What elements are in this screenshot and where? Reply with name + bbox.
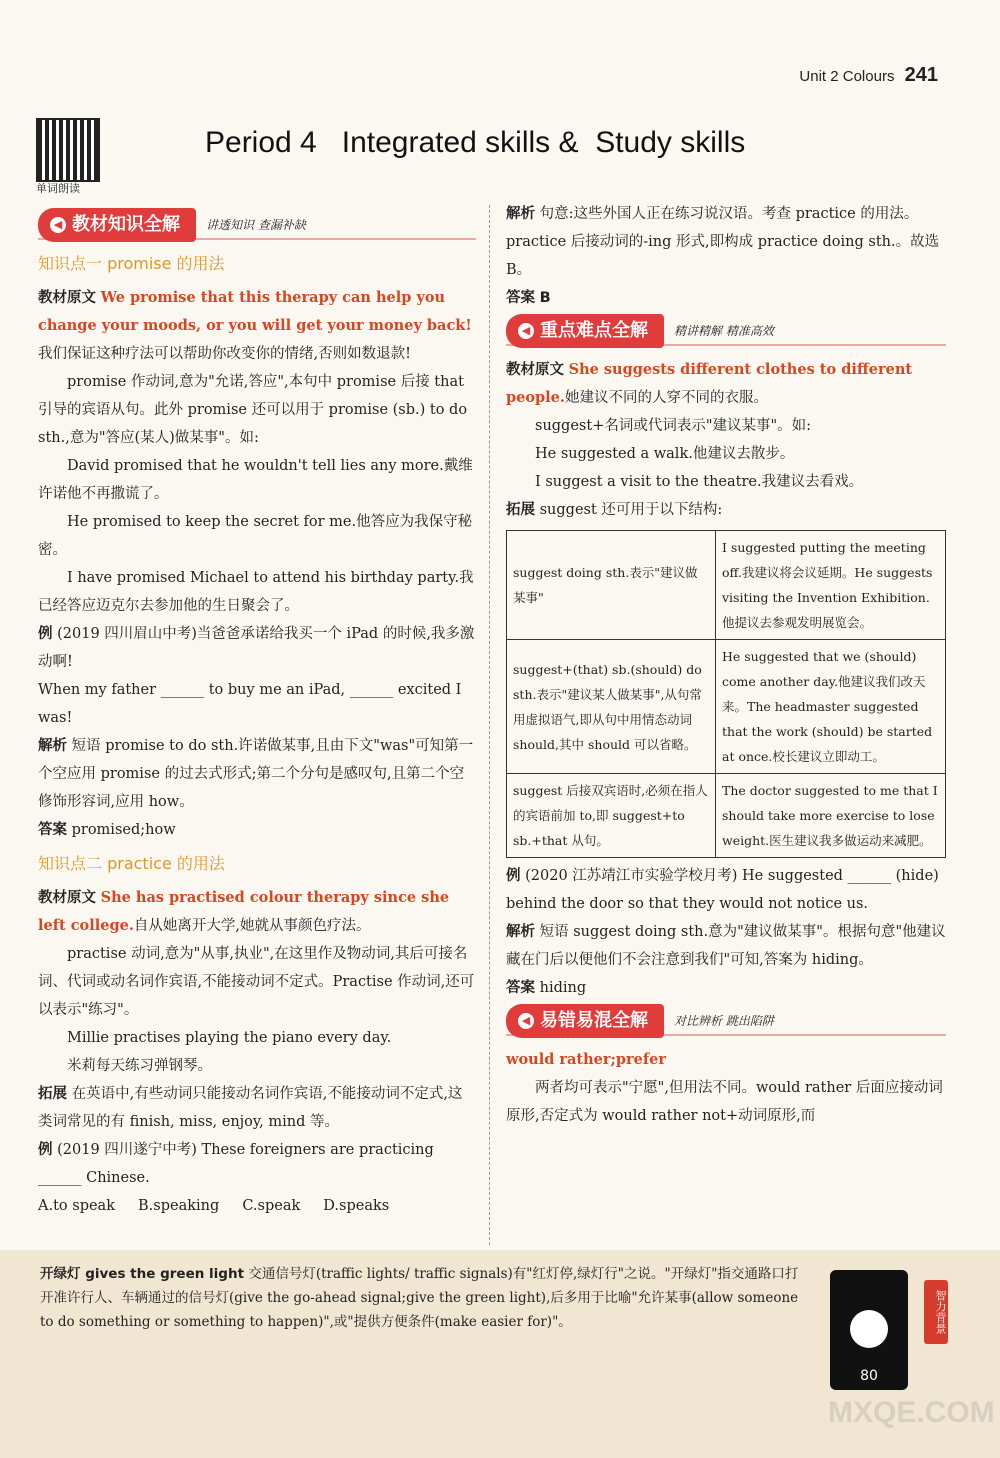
traffic-light-icon [830, 1270, 908, 1390]
source-sentence: 教材原文 We promise that this therapy can help you change your moods, or you will get your money back!我们保证这种疗法可以帮助你改变你的情绪,否则如数退款! [38, 289, 472, 362]
section-label: 易错易混全解 [540, 1010, 648, 1031]
table-cell: suggest+(that) sb.(should) do sth.表示"建议某人做某事",从句常用虚拟语气,即从句中用情态动词 should,其中 should 可以省略。 [507, 640, 716, 774]
column-divider [489, 205, 490, 1245]
example-sentence: I suggest a visit to the theatre.我建议去看戏。 [535, 474, 864, 490]
section-label: 重点难点全解 [540, 320, 648, 341]
table-cell: The doctor suggested to me that I should take more exercise to lose weight.医生建议我多做运动来减肥。 [716, 774, 946, 858]
exercise: 例 (2019 四川眉山中考)当爸爸承诺给我买一个 iPad 的时候,我多激动啊! [38, 626, 475, 670]
knowledge-point-2: 知识点二 practice 的用法 [38, 854, 225, 873]
lamp-number: 80 [860, 1368, 878, 1384]
source-sentence: 教材原文 She has practised colour therapy since she left college.自从她离开大学,她就从事颜色疗法。 [38, 889, 450, 934]
table-cell: He suggested that we (should) come another day.他建议我们改天来。The headmaster suggested that the work (should) be started at once.校长建议立即动工。 [716, 640, 946, 774]
section-subtitle: 精讲精解 精准高效 [674, 324, 774, 338]
table-cell: I suggested putting the meeting off.我建议将会议延期。He suggests visiting the Invention Exhibition.他提议去参观发明展览会。 [716, 531, 946, 640]
example-sentence: Millie practises playing the piano every day. [67, 1030, 392, 1046]
page-title: Period 4 Integrated skills & Study skills [205, 126, 746, 159]
table-cell: suggest doing sth.表示"建议做某事" [507, 531, 716, 640]
speaker-icon: ◀ [50, 217, 66, 233]
exercise-english: When my father ______ to buy me an iPad, ______ excited I was! [38, 682, 462, 726]
options: A.to speak B.speaking C.speak D.speaks [38, 1198, 390, 1214]
source-sentence: 教材原文 She suggests different clothes to different people.她建议不同的人穿不同的衣服。 [506, 361, 913, 406]
section-key-difficult [506, 314, 946, 348]
watermark: MXQE.COM [828, 1396, 995, 1429]
example-sentence: He suggested a walk.他建议去散步。 [535, 446, 795, 462]
page-header [799, 64, 938, 87]
table-row [507, 640, 946, 774]
analysis: 解析 短语 promise to do sth.许诺做某事,且由下文"was"可知第一个空应用 promise 的过去式形式;第二个分句是感叹句,且第二个空修饰形容词,应用 how。 [38, 738, 474, 810]
footer-heading: 开绿灯 gives the green light [40, 1266, 245, 1282]
answer: 答案 B [506, 290, 551, 306]
table-cell: suggest 后接双宾语时,必须在指人的宾语前加 to,即 suggest+to sb.+that 从句。 [507, 774, 716, 858]
explanation: promise 作动词,意为"允诺,答应",本句中 promise 后接 that 引导的宾语从句。此外 promise 还可以用于 promise (sb.) to do sth.,意为"答应(某人)做某事"。如: [38, 374, 468, 446]
section-subtitle: 对比辨析 跳出陷阱 [674, 1014, 774, 1028]
speaker-icon: ◀ [518, 323, 534, 339]
table-row [507, 531, 946, 640]
answer: 答案 hiding [506, 980, 587, 996]
left-column [38, 206, 476, 1220]
qr-code[interactable] [36, 118, 100, 182]
example-sentence: I have promised Michael to attend his birthday party.我已经答应迈克尔去参加他的生日聚会了。 [38, 570, 474, 614]
example-sentence: He promised to keep the secret for me.他答应为我保守秘密。 [38, 514, 473, 558]
footer-note [40, 1262, 810, 1334]
section-confusing [506, 1004, 946, 1038]
table-row [507, 774, 946, 858]
page-number: 241 [904, 64, 938, 86]
extension: 拓展 在英语中,有些动词只能接动名词作宾语,不能接动词不定式,这类词常见的有 finish, miss, enjoy, mind 等。 [38, 1086, 463, 1130]
exercise: 例 (2020 江苏靖江市实验学校月考) He suggested ______ (hide) behind the door so that they would not notice us. [506, 868, 939, 912]
example-translation: 米莉每天练习弹钢琴。 [67, 1058, 212, 1074]
confusing-heading: would rather;prefer [506, 1051, 666, 1068]
section-textbook-knowledge [38, 208, 476, 242]
explanation: practise 动词,意为"从事,执业",在这里作及物动词,其后可接名词、代词或动名词作宾语,不能接动词不定式。Practise 作动词,还可以表示"练习"。 [38, 946, 475, 1018]
example-sentence: David promised that he wouldn't tell lies any more.戴维许诺他不再撒谎了。 [38, 458, 473, 502]
analysis: 解析 短语 suggest doing sth.意为"建议做某事"。根据句意"他建议藏在门后以便他们不会注意到我们"可知,答案为 hiding。 [506, 924, 946, 968]
qr-label: 单词朗读 [36, 182, 80, 195]
background-tag: 智力背景 [924, 1280, 948, 1344]
explanation: suggest+名词或代词表示"建议某事"。如: [535, 418, 812, 434]
right-column [506, 200, 946, 1130]
knowledge-point-1: 知识点一 promise 的用法 [38, 254, 225, 273]
section-subtitle: 讲透知识 查漏补缺 [206, 218, 306, 232]
answer: 答案 promised;how [38, 822, 176, 838]
analysis: 解析 句意:这些外国人正在练习说汉语。考查 practice 的用法。practice 后接动词的-ing 形式,即构成 practice doing sth.。故选 B。 [506, 206, 940, 278]
section-label: 教材知识全解 [72, 214, 180, 235]
speaker-icon: ◀ [518, 1013, 534, 1029]
extension: 拓展 suggest 还可用于以下结构: [506, 502, 723, 518]
exercise: 例 (2019 四川遂宁中考) These foreigners are practicing ______ Chinese. [38, 1142, 434, 1186]
suggest-table [506, 530, 946, 858]
unit-label: Unit 2 Colours [799, 68, 895, 85]
footer-text: 交通信号灯(traffic lights/ traffic signals)有"红灯停,绿灯行"之说。"开绿灯"指交通路口打开准许行人、车辆通过的信号灯(give the go-ahead signal;give the green light),后多用于比喻"允许某事(allow someone to do something or something to happen)",或"提供方便条件(make easier for)"。 [40, 1266, 799, 1330]
explanation: 两者均可表示"宁愿",但用法不同。would rather 后面应接动词原形,否定式为 would rather not+动词原形,而 [506, 1080, 943, 1124]
